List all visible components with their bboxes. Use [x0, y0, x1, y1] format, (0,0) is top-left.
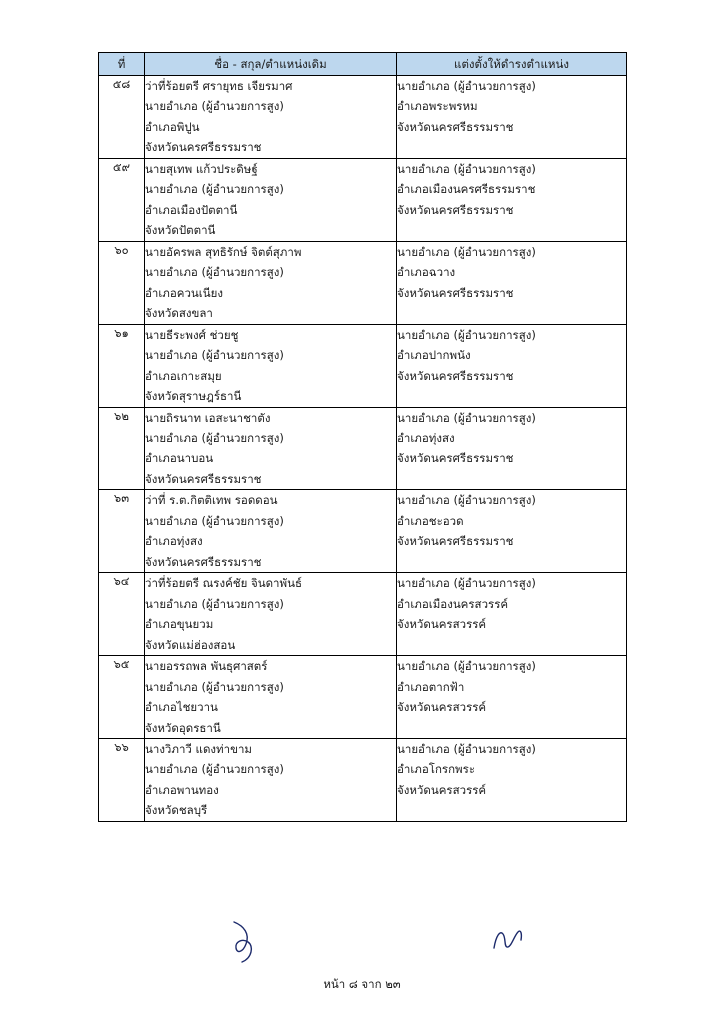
- text-line: ว่าที่ร้อยตรี ศรายุทธ เจียรมาศ: [145, 79, 293, 93]
- row-appointment: [397, 739, 627, 822]
- table-row: [99, 490, 627, 573]
- table-body: [99, 76, 627, 822]
- text-line: อำเภอทุ่งสง: [397, 430, 455, 445]
- text-line: นายอำเภอ (ผู้อำนวยการสูง): [397, 79, 536, 93]
- text-line: จังหวัดนครศรีธรรมราช: [397, 368, 514, 383]
- row-name-position: [145, 241, 397, 324]
- text-line: นายธีระพงศ์ ช่วยชู: [145, 327, 239, 342]
- row-name-position: [145, 158, 397, 241]
- row-appointment: [397, 158, 627, 241]
- text-line: นายอัครพล สุทธิรักษ์ จิตต์สุภาพ: [145, 244, 302, 259]
- page-footer: หน้า ๘ จาก ๒๓: [323, 977, 401, 991]
- table-row: [99, 573, 627, 656]
- text-line: จังหวัดนครสวรรค์: [397, 700, 487, 715]
- row-appointment: [397, 407, 627, 490]
- text-line: อำเภอชะอวด: [397, 513, 464, 528]
- column-header-name: ชื่อ - สกุล/ตำแหน่งเดิม: [145, 53, 397, 76]
- row-number: ๖๒: [99, 407, 145, 490]
- signature-mark-left: [228, 920, 262, 964]
- text-line: นายอำเภอ (ผู้อำนวยการสูง): [397, 327, 536, 342]
- text-line: นายอำเภอ (ผู้อำนวยการสูง): [145, 348, 284, 363]
- row-number: ๕๘: [99, 76, 145, 159]
- table-row: [99, 158, 627, 241]
- table-row: [99, 241, 627, 324]
- text-line: อำเภอเกาะสมุย: [145, 368, 222, 383]
- text-line: อำเภอพิปูน: [145, 119, 200, 134]
- text-line: นายอำเภอ (ผู้อำนวยการสูง): [145, 430, 284, 445]
- text-line: นายอำเภอ (ผู้อำนวยการสูง): [145, 679, 284, 694]
- text-line: จังหวัดแม่ฮ่องสอน: [145, 637, 236, 652]
- text-line: อำเภอไชยวาน: [145, 700, 218, 715]
- text-line: จังหวัดนครศรีธรรมราช: [397, 202, 514, 217]
- text-line: จังหวัดนครศรีธรรมราช: [145, 471, 262, 486]
- row-appointment: [397, 490, 627, 573]
- row-number: ๖๐: [99, 241, 145, 324]
- text-line: นางวิภาวี แดงท่าขาม: [145, 742, 252, 756]
- row-appointment: [397, 573, 627, 656]
- row-name-position: [145, 324, 397, 407]
- row-name-position: [145, 573, 397, 656]
- text-line: นายอำเภอ (ผู้อำนวยการสูง): [145, 265, 284, 280]
- column-header-no: ที่: [99, 53, 145, 76]
- text-line: นายอำเภอ (ผู้อำนวยการสูง): [397, 576, 536, 591]
- text-line: จังหวัดนครศรีธรรมราช: [397, 451, 514, 466]
- text-line: นายอำเภอ (ผู้อำนวยการสูง): [397, 742, 536, 756]
- text-line: นายอำเภอ (ผู้อำนวยการสูง): [397, 659, 536, 674]
- row-appointment: [397, 324, 627, 407]
- text-line: อำเภอขุนยวม: [145, 617, 214, 632]
- text-line: จังหวัดสุราษฎร์ธานี: [145, 389, 242, 404]
- text-line: นายอำเภอ (ผู้อำนวยการสูง): [397, 244, 536, 259]
- text-line: จังหวัดนครศรีธรรมราช: [397, 119, 514, 134]
- text-line: นายถิรนาท เอสะนาชาตัง: [145, 410, 271, 425]
- text-line: จังหวัดนครสวรรค์: [397, 617, 487, 632]
- text-line: จังหวัดนครศรีธรรมราช: [397, 285, 514, 300]
- row-number: ๖๕: [99, 656, 145, 739]
- text-line: อำเภอนาบอน: [145, 451, 214, 466]
- table-row: [99, 656, 627, 739]
- text-line: จังหวัดปัตตานี: [145, 223, 216, 238]
- row-number: ๕๙: [99, 158, 145, 241]
- row-appointment: [397, 76, 627, 159]
- table-row: [99, 407, 627, 490]
- text-line: จังหวัดชลบุรี: [145, 803, 208, 818]
- text-line: จังหวัดสงขลา: [145, 306, 213, 321]
- text-line: อำเภอพระพรหม: [397, 99, 478, 114]
- text-line: อำเภอเมืองนครสวรรค์: [397, 596, 509, 611]
- row-number: ๖๑: [99, 324, 145, 407]
- text-line: นายอำเภอ (ผู้อำนวยการสูง): [397, 161, 536, 176]
- text-line: ว่าที่ร้อยตรี ณรงค์ชัย จินดาพันธ์: [145, 576, 302, 591]
- column-header-appointment: แต่งตั้งให้ดำรงตำแหน่ง: [397, 53, 627, 76]
- appointment-table: [98, 52, 627, 822]
- text-line: อำเภอเมืองปัตตานี: [145, 202, 238, 217]
- text-line: จังหวัดอุดรธานี: [145, 720, 221, 735]
- text-line: นายสุเทพ แก้วประดิษฐ์: [145, 161, 258, 176]
- row-name-position: [145, 407, 397, 490]
- appointment-table-container: [98, 52, 626, 822]
- text-line: นายอรรถพล พันธุศาสตร์: [145, 659, 268, 674]
- text-line: นายอำเภอ (ผู้อำนวยการสูง): [145, 182, 284, 197]
- text-line: นายอำเภอ (ผู้อำนวยการสูง): [145, 596, 284, 611]
- row-name-position: [145, 656, 397, 739]
- text-line: นายอำเภอ (ผู้อำนวยการสูง): [145, 762, 284, 777]
- text-line: อำเภอปากพนัง: [397, 348, 471, 363]
- text-line: นายอำเภอ (ผู้อำนวยการสูง): [145, 99, 284, 114]
- text-line: นายอำเภอ (ผู้อำนวยการสูง): [397, 493, 536, 508]
- text-line: จังหวัดนครศรีธรรมราช: [145, 140, 262, 155]
- text-line: จังหวัดนครศรีธรรมราช: [145, 554, 262, 569]
- text-line: อำเภอพานทอง: [145, 782, 219, 797]
- text-line: อำเภอเมืองนครศรีธรรมราช: [397, 182, 536, 197]
- table-row: [99, 324, 627, 407]
- text-line: อำเภอตากฟ้า: [397, 679, 465, 694]
- row-number: ๖๓: [99, 490, 145, 573]
- table-row: [99, 739, 627, 822]
- row-appointment: [397, 656, 627, 739]
- row-name-position: [145, 490, 397, 573]
- text-line: อำเภอควนเนียง: [145, 285, 223, 300]
- text-line: อำเภอทุ่งสง: [145, 534, 203, 549]
- table-header-row: [99, 53, 627, 76]
- row-number: ๖๖: [99, 739, 145, 822]
- signature-mark-right: [492, 926, 524, 952]
- row-name-position: [145, 76, 397, 159]
- text-line: อำเภอโกรกพระ: [397, 762, 475, 777]
- text-line: อำเภอฉวาง: [397, 265, 456, 280]
- text-line: นายอำเภอ (ผู้อำนวยการสูง): [397, 410, 536, 425]
- row-number: ๖๔: [99, 573, 145, 656]
- text-line: จังหวัดนครสวรรค์: [397, 782, 487, 797]
- table-row: [99, 76, 627, 159]
- row-name-position: [145, 739, 397, 822]
- row-appointment: [397, 241, 627, 324]
- text-line: จังหวัดนครศรีธรรมราช: [397, 534, 514, 549]
- text-line: นายอำเภอ (ผู้อำนวยการสูง): [145, 513, 284, 528]
- text-line: ว่าที่ ร.ต.กิตติเทพ รอดดอน: [145, 493, 278, 508]
